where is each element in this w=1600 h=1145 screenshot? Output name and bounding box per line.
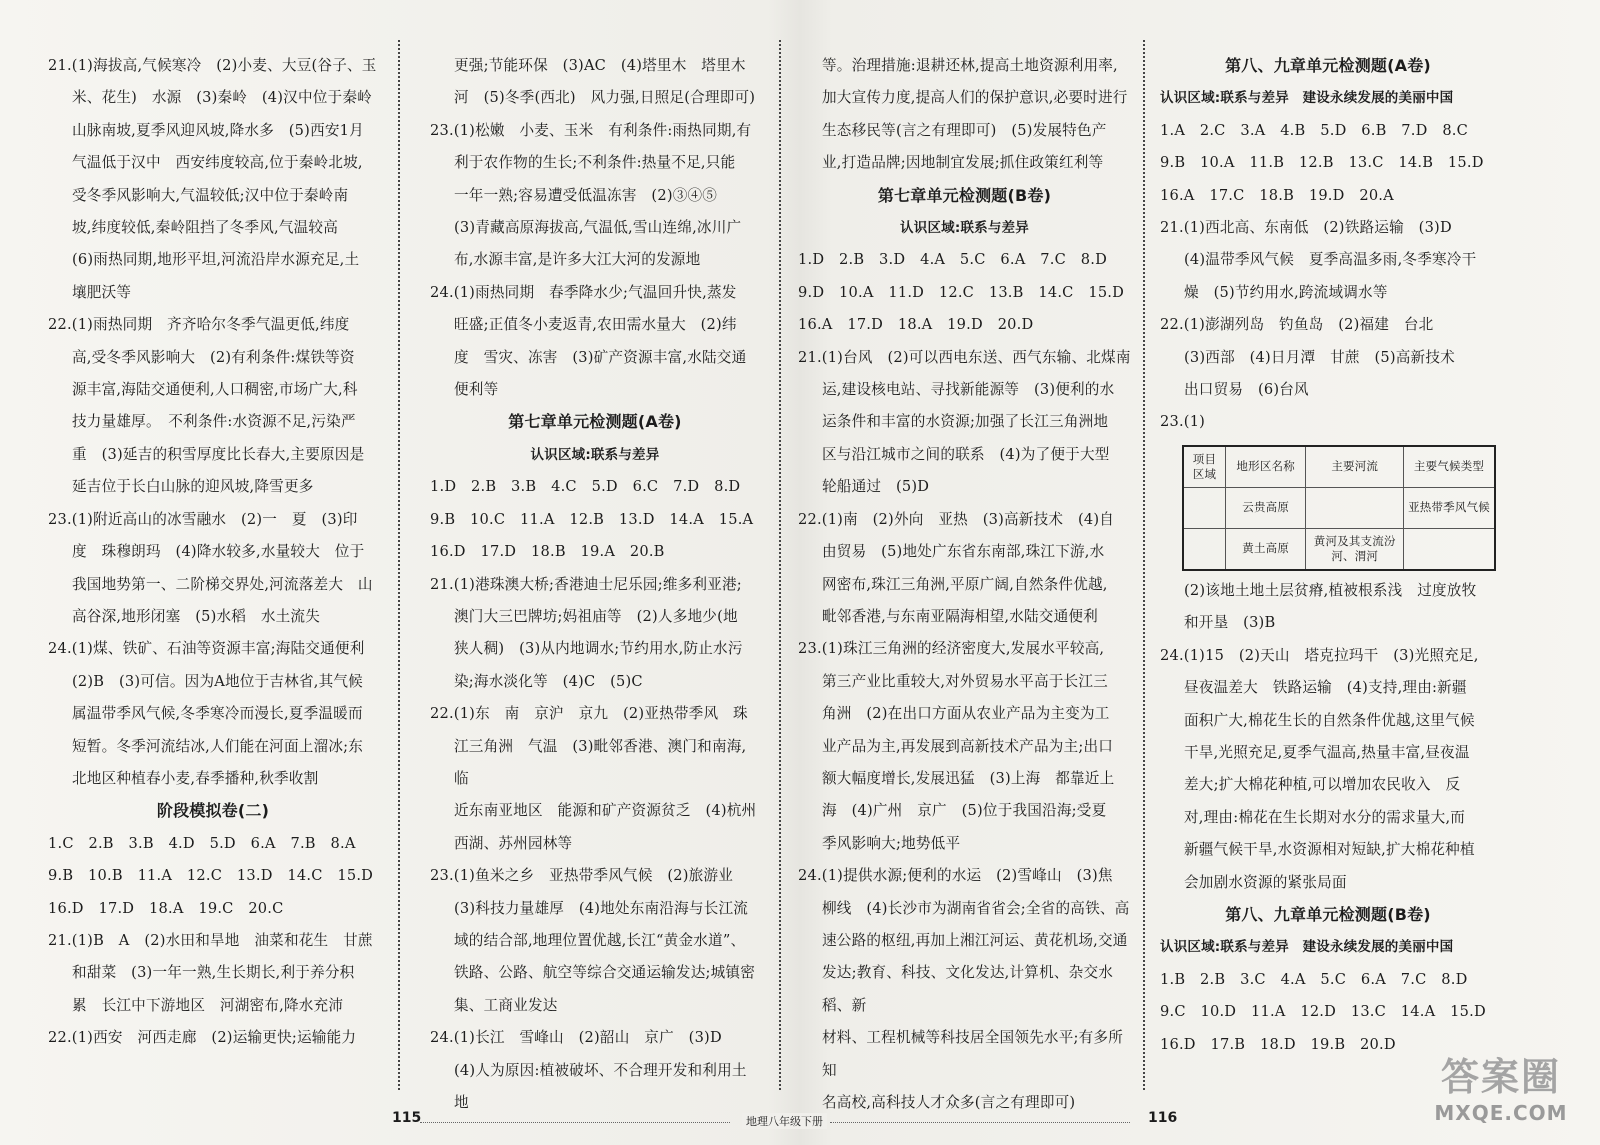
answer-line: 布,水源丰富,是许多大江大河的发源地 [454,251,701,269]
answer-line: (4)温带季风气候 夏季高温多雨,冬季寒冷干 [1184,251,1477,269]
answer-line: 澳门大三巴牌坊;妈祖庙等 (2)人多地少(地 [454,607,738,625]
book-title: 地理八年级下册 [742,1113,827,1129]
answer-line: 21.(1)港珠澳大桥;香港迪士尼乐园;维多利亚港; [430,575,742,593]
answer-line: 燥 (5)节约用水,跨流域调水等 [1184,283,1388,301]
answer-line: 和开垦 (3)B [1184,614,1276,632]
answer-line: 21.(1)海拔高,气候寒冷 (2)小麦、大豆(谷子、玉 [48,57,377,74]
footer-rule [830,1122,1130,1123]
center-fold-divider [779,40,781,1090]
answer-line: 延吉位于长白山脉的迎风坡,降雪更多 [72,478,314,496]
table-cell [1404,528,1495,570]
section-subheading: 认识区域:联系与差异 [530,446,660,463]
watermark-logo-text: 答案圈 [1440,1055,1561,1099]
section-subheading: 认识区域:联系与差异 [900,220,1029,237]
footer-rule [420,1122,730,1123]
answer-line: 运,建设核电站、寻找新能源等 (3)便利的水 [822,381,1115,399]
table-cell [1183,528,1225,570]
column-4-bottom [1160,575,1496,1061]
answer-line: 坡,纬度较低,秦岭阻挡了冬季风,气温较高 [72,219,339,237]
answer-line: 23.(1) [1160,413,1206,431]
answer-line: 业产品为主,再发展到高新技术产品为主;出口 [822,737,1114,755]
answer-line: 气温低于汉中 西安纬度较高,位于秦岭北坡, [72,154,363,172]
column-divider [1143,40,1145,1090]
table-cell: 亚热带季风气候 [1404,487,1495,528]
answer-line: 我国地势第一、二阶梯交界处,河流落差大 山 [72,575,373,593]
answer-line: 毗邻香港,与东南亚隔海相望,水陆交通便利 [822,607,1098,625]
answer-line: 技力量雄厚。 不利条件:水资源不足,污染严 [72,413,356,431]
table-cell [1183,487,1225,528]
answer-line: 材料、工程机械等科技居全国领先水平;有多所知 [822,1029,1123,1079]
page-number-right: 116 [1148,1110,1178,1126]
corner-label-bottom: 区域 [1192,466,1217,481]
answer-line: 运条件和丰富的水资源;加强了长江三角洲地 [822,413,1109,431]
section-heading: 第八、九章单元检测题(B卷) [1225,904,1431,924]
answer-line: 1.C 2.B 3.B 4.D 5.D 6.A 7.B 8.A [48,834,356,852]
answer-line: 利于农作物的生长;不利条件:热量不足,只能 [454,154,736,172]
answer-line: 会加剧水资源的紧张局面 [1184,873,1347,891]
site-watermark [1416,1046,1586,1125]
answer-line: 22.(1)西安 河西走廊 (2)运输更快;运输能力 [48,1029,357,1047]
answer-line: 高谷深,地形闭塞 (5)水稻 水土流失 [72,607,321,625]
answer-line: (4)人为原因:植被破坏、不合理开发和利用土地 [454,1061,747,1111]
answer-line: 24.(1)15 (2)天山 塔克拉玛干 (3)光照充足, [1160,646,1479,664]
table-cell: 云贵高原 [1225,487,1305,528]
answer-line: 近东南亚地区 能源和矿产资源贫乏 (4)杭州 [454,802,757,820]
answer-line: 名高校,高科技人才众多(言之有理即可) [822,1094,1076,1111]
answer-line: 16.D 17.D 18.A 19.C 20.C [48,899,284,917]
answer-line: 生态移民等(言之有理即可) (5)发展特色产 [822,121,1107,139]
answer-line: 角洲 (2)在出口方面从农业产品为主变为工 [822,705,1110,723]
answer-line: 山脉南坡,夏季风迎风坡,降水多 (5)西安1月 [72,121,364,139]
answer-line: 22.(1)雨热同期 齐齐哈尔冬季气温更低,纬度 [48,316,350,334]
answer-line: 9.C 10.D 11.A 12.D 13.C 14.A 15.D [1160,1003,1486,1021]
answer-line: 西湖、苏州园林等 [454,834,573,852]
answer-line: 业,打造品牌;因地制宜发展;抓住政策红利等 [822,154,1104,172]
answer-line: 1.B 2.B 3.C 4.A 5.C 6.A 7.C 8.D [1160,970,1468,988]
answer-line: 更强;节能环保 (3)AC (4)塔里木 塔里木 [454,57,746,74]
answer-line: 23.(1)鱼米之乡 亚热带季风气候 (2)旅游业 [430,867,734,885]
answer-line: 24.(1)提供水源;便利的水运 (2)雪峰山 (3)焦 [798,867,1113,885]
table-corner-cell [1183,446,1225,488]
table-header: 地形区名称 [1225,446,1305,488]
section-heading: 第七章单元检测题(B卷) [877,185,1052,205]
answer-line: 度 雪灾、冻害 (3)矿产资源丰富,水陆交通 [454,348,747,366]
answer-line: 江三角洲 气温 (3)毗邻香港、澳门和南海,临 [454,737,747,787]
answer-line: 速公路的枢纽,再加上湘江河运、黄花机场,交通 [822,931,1128,949]
answer-line: 由贸易 (5)地处广东省东南部,珠江下游,水 [822,543,1105,561]
answer-line: 额大幅度增长,发展迅猛 (3)上海 都靠近上 [822,769,1115,787]
answer-line: 21.(1)西北高、东南低 (2)铁路运输 (3)D [1160,219,1452,237]
answer-line: 加大宣传力度,提高人们的保护意识,必要时进行 [822,89,1128,107]
answer-line: 度 珠穆朗玛 (4)降水较多,水量较大 位于 [72,543,365,561]
answer-line: 发达;教育、科技、文化发达,计算机、杂交水稻、新 [822,964,1114,1014]
column-divider [398,40,400,1090]
answer-line: 区与沿江城市之间的联系 (4)为了便于大型 [822,445,1110,463]
answer-line: 狭人稠) (3)从内地调水;节约用水,防止水污 [454,640,743,658]
answer-line: 河 (5)冬季(西北) 风力强,日照足(合理即可) [454,89,756,107]
answer-line: 干旱,光照充足,夏季气温高,热量丰富,昼夜温 [1184,743,1470,761]
answer-line: 昼夜温差大 铁路运输 (4)支持,理由:新疆 [1184,679,1467,697]
answer-line: 和甜菜 (3)一年一熟,生长期长,利于养分积 [72,964,355,982]
answer-line: 9.B 10.B 11.A 12.C 13.D 14.C 15.D [48,867,374,885]
answer-line: 海 (4)广州 京广 (5)位于我国沿海;受夏 [822,802,1107,820]
answer-line: 集、工商业发达 [454,996,558,1014]
answer-line: 柳线 (4)长沙市为湖南省省会;全省的高铁、高 [822,899,1130,917]
region-table [1182,445,1496,571]
answer-line: 新疆气候干旱,水资源相对短缺,扩大棉花种植 [1184,841,1475,859]
section-subheading: 认识区域:联系与差异 建设永续发展的美丽中国 [1160,939,1454,956]
watermark-url: MXQE.COM [1434,1101,1568,1125]
answer-line: 23.(1)松嫩 小麦、玉米 有利条件:雨热同期,有 [430,121,752,139]
corner-label-top: 项目 [1192,451,1217,466]
table-header: 主要河流 [1306,446,1404,488]
answer-line: 9.D 10.A 11.D 12.C 13.B 14.C 15.D [798,283,1125,301]
answer-line: 23.(1)珠江三角洲的经济密度大,发展水平较高, [798,640,1105,658]
answer-line: 面积广大,棉花生长的自然条件优越,这里气候 [1184,711,1475,729]
answer-line: 一年一熟;容易遭受低温冻害 (2)③④⑤ [454,186,718,204]
answer-line: 1.D 2.B 3.B 4.C 5.D 6.C 7.D 8.D [430,478,741,496]
answer-line: 21.(1)台风 (2)可以西电东送、西气东输、北煤南 [798,348,1131,366]
answer-line: 受冬季风影响大,气温较低;汉中位于秦岭南 [72,186,349,204]
answer-line: (2)该地土地土层贫瘠,植被根系浅 过度放牧 [1184,581,1477,599]
answer-line: 米、花生) 水源 (3)秦岭 (4)汉中位于秦岭 [72,89,372,107]
answer-line: 网密布,珠江三角洲,平原广阔,自然条件优越, [822,575,1108,593]
table-header-row [1183,446,1495,488]
answer-line: 1.A 2.C 3.A 4.B 5.D 6.B 7.D 8.C [1160,121,1469,139]
section-subheading: 认识区域:联系与差异 建设永续发展的美丽中国 [1160,90,1454,107]
answer-line: 染;海水淡化等 (4)C (5)C [454,672,643,690]
answer-line: 轮船通过 (5)D [822,478,930,496]
answer-line: 22.(1)澎湖列岛 钓鱼岛 (2)福建 台北 [1160,316,1434,334]
answer-line: 旺盛;正值冬小麦返青,农田需水量大 (2)纬 [454,316,737,334]
answer-line: 对,理由:棉花在生长期对水分的需求量大,而 [1184,808,1466,826]
answer-line: 差大;扩大棉花种植,可以增加农民收入 反 [1184,776,1461,794]
answer-column-1 [48,50,378,1055]
page-number-left: 115 [392,1110,422,1126]
answer-line: 便利等 [454,381,499,399]
answer-line: 北地区种植春小麦,春季播种,秋季收割 [72,769,319,787]
answer-line: (3)青藏高原海拔高,气温低,雪山连绵,冰川广 [454,219,742,237]
answer-line: 壤肥沃等 [72,283,132,301]
answer-line: 累 长江中下游地区 河湖密布,降水充沛 [72,996,344,1014]
answer-line: 出口贸易 (6)台风 [1184,381,1309,399]
answer-line: 23.(1)附近高山的冰雪融水 (2)一 夏 (3)印 [48,510,358,528]
answer-line: 9.B 10.A 11.B 12.B 13.C 14.B 15.D [1160,154,1484,172]
answer-line: 高,受冬季风影响大 (2)有利条件:煤铁等资 [72,348,355,366]
section-heading: 阶段模拟卷(二) [156,801,270,821]
answer-line: 22.(1)东 南 京沪 京九 (2)亚热带季风 珠 [430,705,748,723]
table-cell [1306,487,1404,528]
answer-line: 22.(1)南 (2)外向 亚热 (3)高新技术 (4)自 [798,510,1115,528]
answer-line: 等。治理措施:退耕还林,提高土地资源利用率, [822,57,1118,74]
answer-line: 季风影响大;地势低平 [822,834,961,852]
answer-line: 短暂。冬季河流结冰,人们能在河面上溜冰;东 [72,737,364,755]
table-row [1183,487,1495,528]
answer-line: 铁路、公路、航空等综合交通运输发达;城镇密 [454,964,755,982]
answer-line: 16.A 17.C 18.B 19.D 20.A [1160,186,1394,204]
answer-line: 9.B 10.C 11.A 12.B 13.D 14.A 15.A [430,510,754,528]
answer-line: (3)西部 (4)日月潭 甘蔗 (5)高新技术 [1184,348,1455,366]
answer-line: 21.(1)B A (2)水田和旱地 油菜和花生 甘蔗 [48,931,373,949]
answer-line: 24.(1)雨热同期 春季降水少;气温回升快,蒸发 [430,283,737,301]
answer-line: 属温带季风气候,冬季寒冷而漫长,夏季温暖而 [72,705,363,723]
section-heading: 第七章单元检测题(A卷) [508,412,682,432]
answer-line: (6)雨热同期,地形平坦,河流沿岸水源充足,土 [72,251,360,269]
answer-line: 24.(1)长江 雪峰山 (2)韶山 京广 (3)D [430,1029,722,1047]
section-heading: 第八、九章单元检测题(A卷) [1225,56,1431,75]
answer-line: 源丰富,海陆交通便利,人口稠密,市场广大,科 [72,381,358,399]
table-cell: 黄河及其支流汾河、渭河 [1306,528,1404,570]
answer-line: 16.D 17.D 18.B 19.A 20.B [430,543,665,561]
table-row [1183,528,1495,570]
answer-line: (2)B (3)可信。因为A地位于吉林省,其气候 [72,672,363,690]
answer-line: (3)科技力量雄厚 (4)地处东南沿海与长江流 [454,899,749,917]
column-4-top [1160,50,1496,439]
answer-line: 16.D 17.B 18.D 19.B 20.D [1160,1035,1396,1053]
answer-line: 重 (3)延吉的积雪厚度比长春大,主要原因是 [72,445,365,463]
answer-column-3 [798,50,1131,1119]
answer-line: 16.A 17.D 18.A 19.D 20.D [798,316,1034,334]
table-cell: 黄土高原 [1225,528,1305,570]
answer-column-4 [1160,50,1496,1061]
answer-line: 1.D 2.B 3.D 4.A 5.C 6.A 7.C 8.D [798,251,1107,269]
answer-line: 24.(1)煤、铁矿、石油等资源丰富;海陆交通便利 [48,640,365,658]
table-header: 主要气候类型 [1404,446,1495,488]
answer-line: 第三产业比重较大,对外贸易水平高于长江三 [822,672,1108,690]
answer-column-2 [430,50,760,1119]
answer-line: 域的结合部,地理位置优越,长江“黄金水道”、 [454,931,746,949]
